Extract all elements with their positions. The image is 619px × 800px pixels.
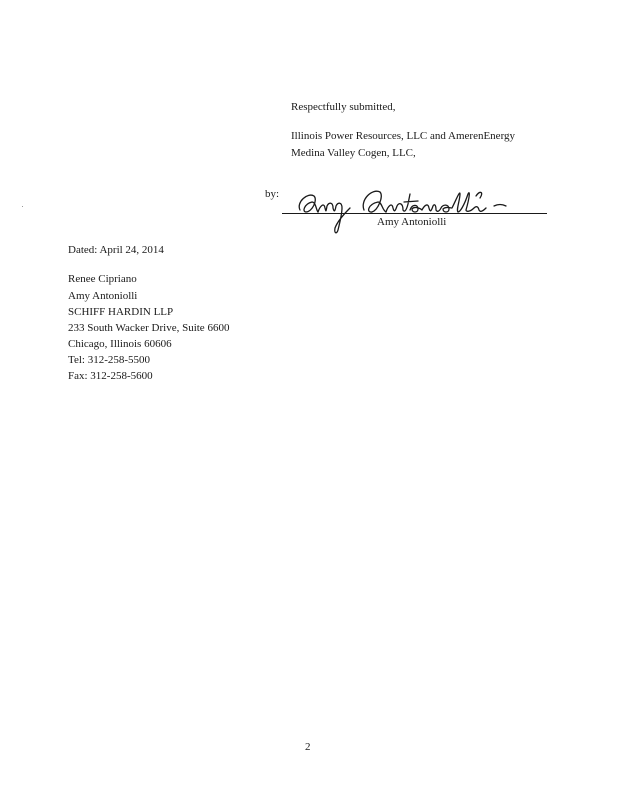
closing-text: Respectfully submitted, [291, 101, 396, 113]
party-line-1: Illinois Power Resources, LLC and AmerenEnergy [291, 130, 516, 142]
counsel-city: Chicago, Illinois 60606 [68, 338, 172, 350]
counsel-name-1: Renee Cipriano [68, 273, 137, 285]
signatory-name: Amy Antoniolli [377, 216, 447, 228]
by-label: by: [265, 188, 280, 200]
counsel-tel: Tel: 312-258-5500 [68, 354, 151, 366]
counsel-fax: Fax: 312-258-5600 [68, 370, 153, 382]
party-line-2: Medina Valley Cogen, LLC, [291, 147, 416, 159]
counsel-street: 233 South Wacker Drive, Suite 6600 [68, 322, 230, 334]
counsel-firm: SCHIFF HARDIN LLP [68, 306, 174, 318]
scan-speck [22, 206, 23, 207]
counsel-name-2: Amy Antoniolli [68, 290, 138, 302]
page-number: 2 [305, 741, 311, 753]
dated-line: Dated: April 24, 2014 [68, 244, 164, 256]
